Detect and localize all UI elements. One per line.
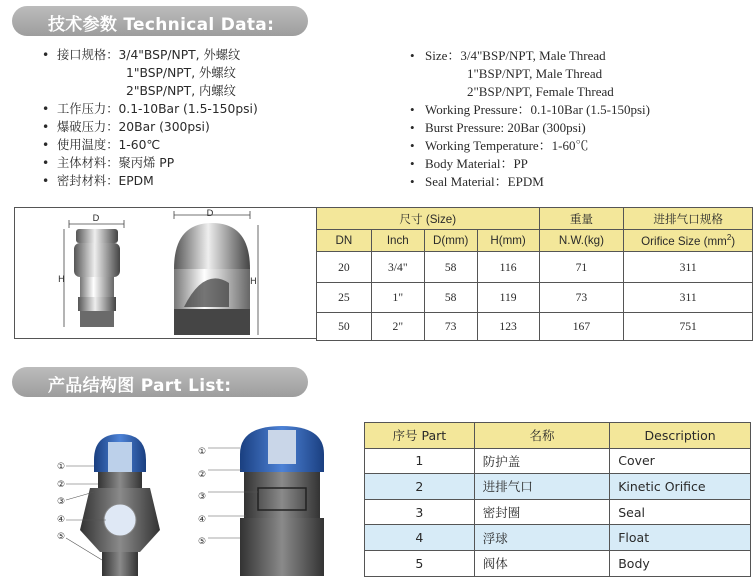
bullet: • <box>410 138 415 153</box>
table-cell: 4 <box>365 525 475 551</box>
table-cell: 2 <box>365 474 475 500</box>
part-marker: ① <box>198 447 207 457</box>
table-cell: 58 <box>424 283 477 313</box>
header-text: ) <box>731 234 736 248</box>
spec-text: 主体材料：聚丙烯 PP <box>57 156 175 170</box>
part-list-table <box>364 422 751 577</box>
dim-label-d: D <box>206 209 214 219</box>
bullet: • <box>410 48 415 63</box>
spec-text: 1"BSP/NPT, Male Thread <box>467 66 603 81</box>
section-title: 技术参数 Technical Data: <box>48 15 275 35</box>
spec-text: Seal Material：EPDM <box>425 174 544 189</box>
table-row <box>317 313 753 341</box>
table-cell: 119 <box>477 283 539 313</box>
table-cell: 浮球 <box>474 525 610 551</box>
bullet: • <box>410 156 415 171</box>
table-row <box>317 252 753 283</box>
table-cell: 进排气口 <box>474 474 610 500</box>
spec-text: 工作压力：0.1-10Bar (1.5-150psi) <box>57 102 258 116</box>
bullet: • <box>42 156 50 170</box>
part-marker: ⑤ <box>198 537 207 547</box>
table-row <box>365 525 751 551</box>
valve-side-view-large <box>174 209 258 335</box>
table-cell: 3 <box>365 499 475 525</box>
table-cell: 阀体 <box>474 550 610 576</box>
spec-text: 2"BSP/NPT, Female Thread <box>467 84 614 99</box>
table-cell: 311 <box>624 252 753 283</box>
section-banner-part-list <box>12 367 308 397</box>
spec-text: 1"BSP/NPT, 外螺纹 <box>126 66 236 80</box>
header-superscript: 2 <box>726 233 732 243</box>
table-cell: 73 <box>424 313 477 341</box>
dimension-table <box>316 207 753 341</box>
table-header-row <box>365 423 751 449</box>
group-header-size: 尺寸 (Size) <box>317 208 540 230</box>
table-cell: Cover <box>610 448 751 474</box>
table-cell: Kinetic Orifice <box>610 474 751 500</box>
table-cell: 1" <box>371 283 424 313</box>
bullet: • <box>410 120 415 135</box>
spec-text: Body Material：PP <box>425 156 528 171</box>
table-cell: 3/4" <box>371 252 424 283</box>
table-cell: 50 <box>317 313 372 341</box>
table-header-row <box>317 230 753 252</box>
column-header: D(mm) <box>424 230 477 252</box>
table-cell: 167 <box>539 313 624 341</box>
spec-text: Working Pressure：0.1-10Bar (1.5-150psi) <box>425 102 650 117</box>
bullet: • <box>410 102 415 117</box>
table-row <box>365 448 751 474</box>
bullet: • <box>42 48 50 62</box>
part-marker: ② <box>198 469 207 480</box>
table-cell: 58 <box>424 252 477 283</box>
bullet: • <box>42 120 50 134</box>
bullet: • <box>410 174 415 189</box>
table-cell: 2" <box>371 313 424 341</box>
part-markers-small <box>57 459 65 547</box>
part-marker: ③ <box>198 492 207 502</box>
table-cell: 71 <box>539 252 624 283</box>
table-cell: 751 <box>624 313 753 341</box>
part-marker: ② <box>57 479 66 490</box>
spec-text: 密封材料：EPDM <box>57 174 154 188</box>
spec-text: Size：3/4"BSP/NPT, Male Thread <box>425 48 606 63</box>
table-row <box>365 474 751 500</box>
column-header <box>624 230 753 252</box>
column-header: H(mm) <box>477 230 539 252</box>
dim-label-d: D <box>92 214 100 224</box>
bullet: • <box>42 174 50 188</box>
bullet: • <box>42 102 50 116</box>
table-cell: 73 <box>539 283 624 313</box>
column-header: Description <box>610 423 751 449</box>
table-cell: Float <box>610 525 751 551</box>
spec-text: Burst Pressure: 20Bar (300psi) <box>425 120 586 135</box>
table-row <box>365 550 751 576</box>
table-cell: 5 <box>365 550 475 576</box>
small-valve-cutaway <box>66 434 160 576</box>
group-header-orifice: 进排气口规格 <box>624 208 753 230</box>
table-cell: 密封圈 <box>474 499 610 525</box>
column-header: 名称 <box>474 423 610 449</box>
part-marker: ④ <box>57 514 66 525</box>
column-header: Inch <box>371 230 424 252</box>
dim-label-h: H <box>250 277 257 287</box>
table-cell: 123 <box>477 313 539 341</box>
dim-label-h: H <box>58 275 65 285</box>
table-row <box>317 283 753 313</box>
table-cell: 311 <box>624 283 753 313</box>
table-cell: 防护盖 <box>474 448 610 474</box>
table-cell: 116 <box>477 252 539 283</box>
table-cell: 20 <box>317 252 372 283</box>
bullet: • <box>42 138 50 152</box>
spec-text: 使用温度：1-60℃ <box>57 138 161 152</box>
section-banner-technical-data <box>12 6 308 36</box>
large-valve-cutaway <box>208 426 324 576</box>
group-header-weight: 重量 <box>539 208 624 230</box>
part-markers-large <box>198 441 206 554</box>
header-text: Orifice Size (mm <box>641 234 727 248</box>
table-cell: 1 <box>365 448 475 474</box>
spec-text: Working Temperature：1-60℃ <box>425 138 589 153</box>
column-header: N.W.(kg) <box>539 230 624 252</box>
part-marker: ⑤ <box>57 532 66 542</box>
spec-text: 接口规格：3/4"BSP/NPT, 外螺纹 <box>57 48 241 62</box>
table-cell: Seal <box>610 499 751 525</box>
part-marker: ③ <box>57 497 66 507</box>
spec-text: 爆破压力：20Bar (300psi) <box>57 120 210 134</box>
dimension-drawing <box>14 207 317 339</box>
section-title: 产品结构图 Part List: <box>48 376 232 396</box>
part-marker: ④ <box>198 514 207 525</box>
column-header: DN <box>317 230 372 252</box>
table-cell: Body <box>610 550 751 576</box>
part-marker: ① <box>57 462 66 472</box>
valve-side-view-small <box>58 214 124 327</box>
column-header: 序号 Part <box>365 423 475 449</box>
table-group-header-row <box>317 208 753 230</box>
table-row <box>365 499 751 525</box>
table-cell: 25 <box>317 283 372 313</box>
spec-text: 2"BSP/NPT, 内螺纹 <box>126 84 236 98</box>
